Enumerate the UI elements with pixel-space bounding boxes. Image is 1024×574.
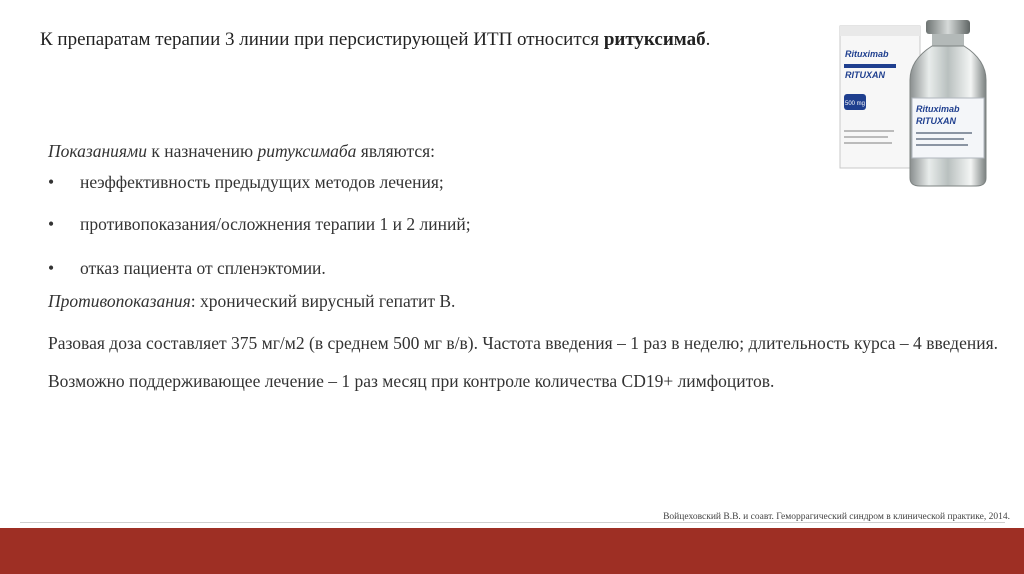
title-suffix: .: [705, 29, 711, 50]
indications-label: Показаниями: [48, 141, 147, 161]
list-item: [48, 258, 326, 279]
title-prefix: К препаратам терапии 3 линии при персистирующей ИТП относится: [40, 29, 604, 50]
indication-item-3: отказ пациента от спленэктомии.: [80, 258, 326, 278]
list-item: [48, 172, 444, 193]
bullet-mark: •: [48, 172, 55, 192]
indications-end: являются:: [356, 141, 436, 161]
box-brand-2: RITUXAN: [845, 70, 885, 80]
vial-brand-2: RITUXAN: [916, 116, 956, 126]
contraindications-label: Противопоказания: [48, 291, 191, 311]
footer-band: [0, 528, 1024, 574]
indications-middle: к назначению: [146, 141, 258, 161]
reference-citation: Войцеховский В.В. и соавт. Геморрагический синдром в клинической практике, 2014.: [663, 512, 1010, 522]
slide-title: [40, 28, 820, 52]
dosage-paragraph: Разовая доза составляет 375 мг/м2 (в среднем 500 мг в/в). Частота введения – 1 раз в неделю; длительность курса – 4 введения. Возможно поддерживающее лечение – 1 раз месяц при контроле количества CD19+ лимфоцитов.: [48, 333, 998, 391]
indication-item-2: противопоказания/осложнения терапии 1 и 2 линий;: [80, 214, 471, 234]
vial-brand-1: Rituximab: [916, 104, 960, 114]
indications-heading: [48, 140, 998, 162]
bullet-mark: •: [48, 214, 55, 234]
box-brand-1: Rituximab: [845, 49, 889, 59]
footer-divider: [20, 522, 1005, 523]
indications-drug: ритуксимаба: [257, 141, 357, 161]
title-drug: ритуксимаб: [603, 29, 706, 50]
contraindications: [48, 290, 998, 312]
rituximab-product-image: [838, 20, 988, 188]
list-item: [48, 214, 471, 235]
indication-item-1: неэффективность предыдущих методов лечения;: [80, 172, 444, 192]
box-dose-label: 500 mg: [844, 101, 866, 107]
contraindications-text: : хронический вирусный гепатит В.: [190, 291, 456, 311]
bullet-mark: •: [48, 258, 55, 278]
